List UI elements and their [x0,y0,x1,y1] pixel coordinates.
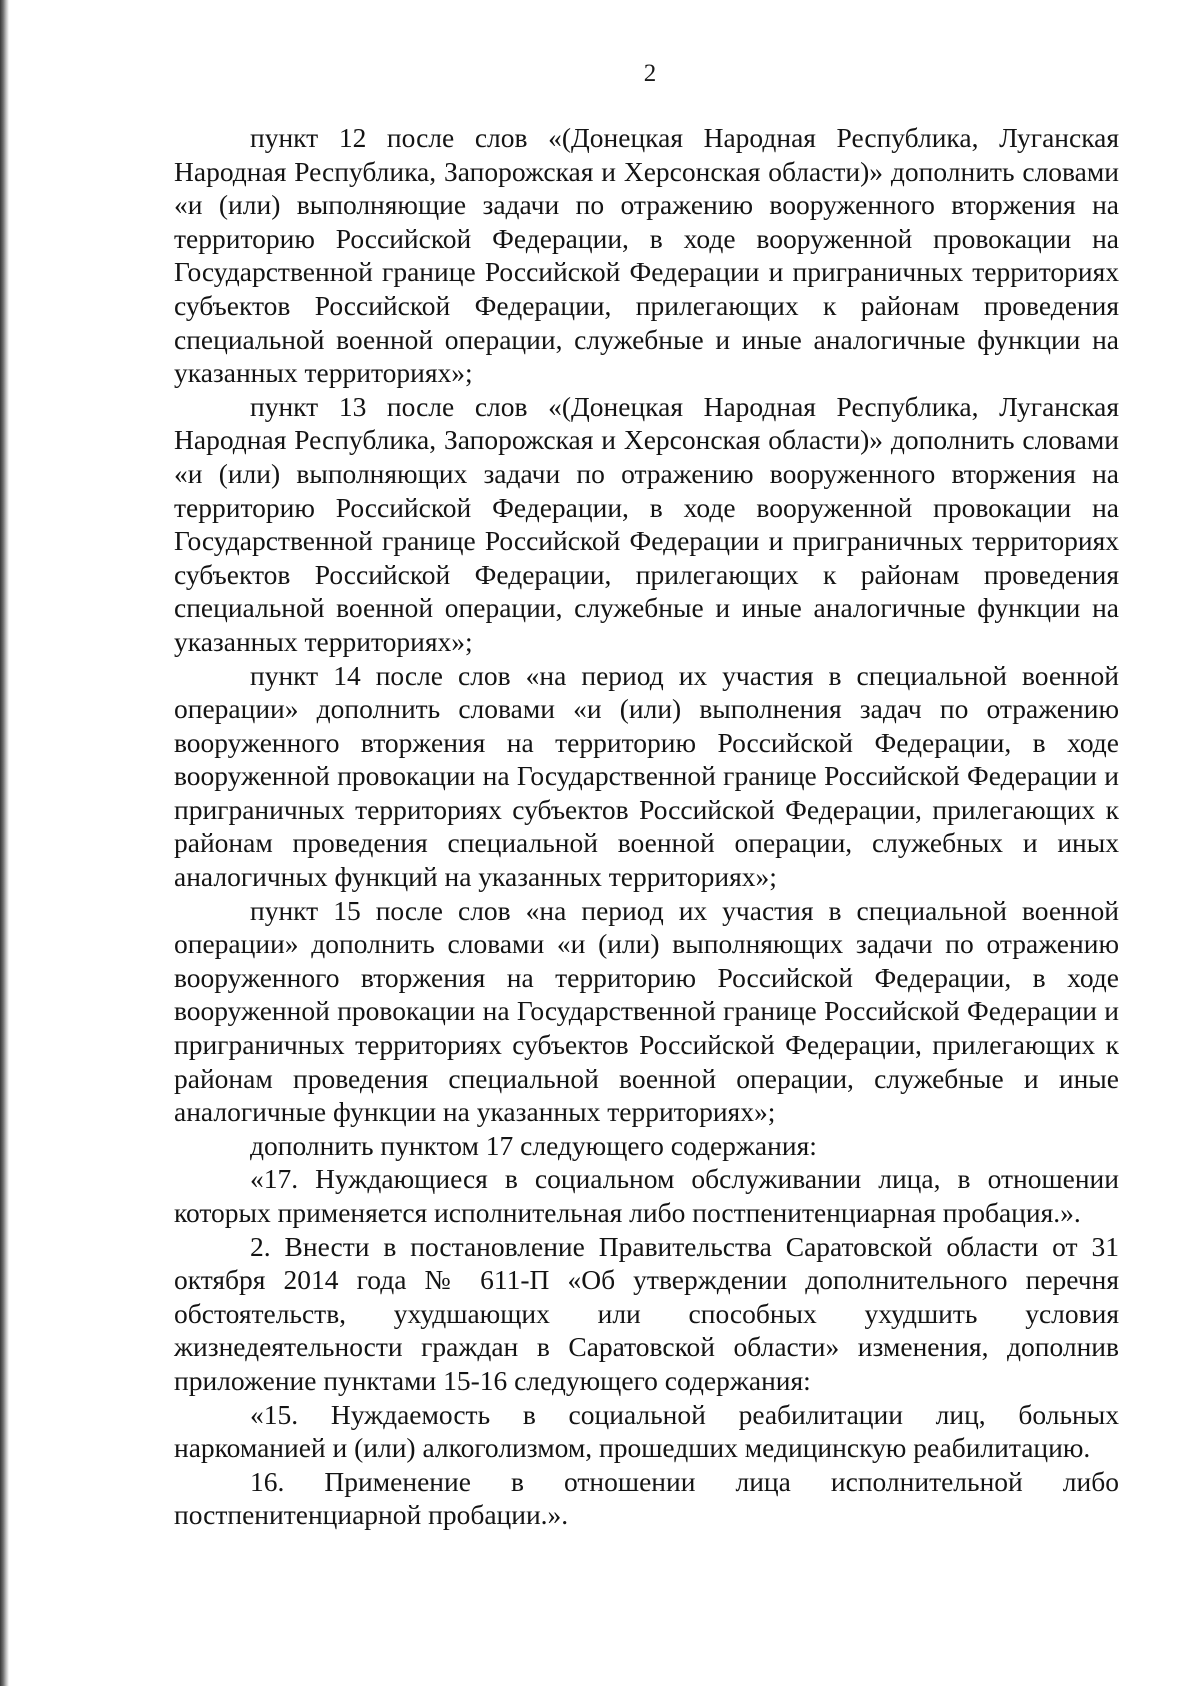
paragraph-item-16-text: 16. Применение в отношении лица исполнительной либо постпенитенциарной пробации.». [174,1465,1119,1531]
scan-edge-shadow [0,0,9,1686]
page-number: 2 [643,60,657,87]
document-body [174,121,1119,1532]
paragraph-section-2: 2. Внести в постановление Правительства Саратовской области от 31 октября 2014 года № 611-П «Об утверждении дополнительного перечня обстоятельств, ухудшающих или способных ухудшить условия жизнедеятельности граждан в Саратовской области» изменения, дополнив приложение пунктами 15-16 следующего содержания: [174,1230,1119,1396]
paragraph-item-17-text: «17. Нуждающиеся в социальном обслуживании лица, в отношении которых применяется исполнительная либо постпенитенциарная пробация.». [174,1163,1119,1228]
paragraph-item-15: пункт 15 после слов «на период их участия в специальной военной операции» дополнить словами «и (или) выполняющих задачи по отражению вооруженного вторжения на территорию Российской Федерации, в ходе вооруженной провокации на Государственной границе Российской Федерации и приграничных территориях субъектов Российской Федерации, прилегающих к районам проведения специальной военной операции, служебные и иные аналогичные функции на указанных территориях»; [174,894,1119,1128]
paragraph-add-item-17: дополнить пунктом 17 следующего содержания: [250,1129,817,1161]
paragraph-item-14: пункт 14 после слов «на период их участия в специальной военной операции» дополнить словами «и (или) выполнения задач по отражению вооруженного вторжения на территорию Российской Федерации, в ходе вооруженной провокации на Государственной границе Российской Федерации и приграничных территориях субъектов Российской Федерации, прилегающих к районам проведения специальной военной операции, служебных и иных аналогичных функций на указанных территориях»; [174,659,1119,893]
paragraph-item-12: пункт 12 после слов «(Донецкая Народная Республика, Луганская Народная Республика, Запорожская и Херсонская области)» дополнить словами «и (или) выполняющие задачи по отражению вооруженного вторжения на территорию Российской Федерации, в ходе вооруженной провокации на Государственной границе Российской Федерации и приграничных территориях субъектов Российской Федерации, прилегающих к районам проведения специальной военной операции, служебные и иные аналогичные функции на указанных территориях»; [174,122,1119,389]
paragraph-item-13: пункт 13 после слов «(Донецкая Народная Республика, Луганская Народная Республика, Запорожская и Херсонская области)» дополнить словами «и (или) выполняющих задачи по отражению вооруженного вторжения на территорию Российской Федерации, в ходе вооруженной провокации на Государственной границе Российской Федерации и приграничных территориях субъектов Российской Федерации, прилегающих к районам проведения специальной военной операции, служебные и иные аналогичные функции на указанных территориях»; [174,390,1119,657]
paragraph-item-15-text: «15. Нуждаемость в социальной реабилитации лиц, больных наркоманией и (или) алкоголизмом, прошедших медицинскую реабилитацию. [174,1398,1119,1464]
